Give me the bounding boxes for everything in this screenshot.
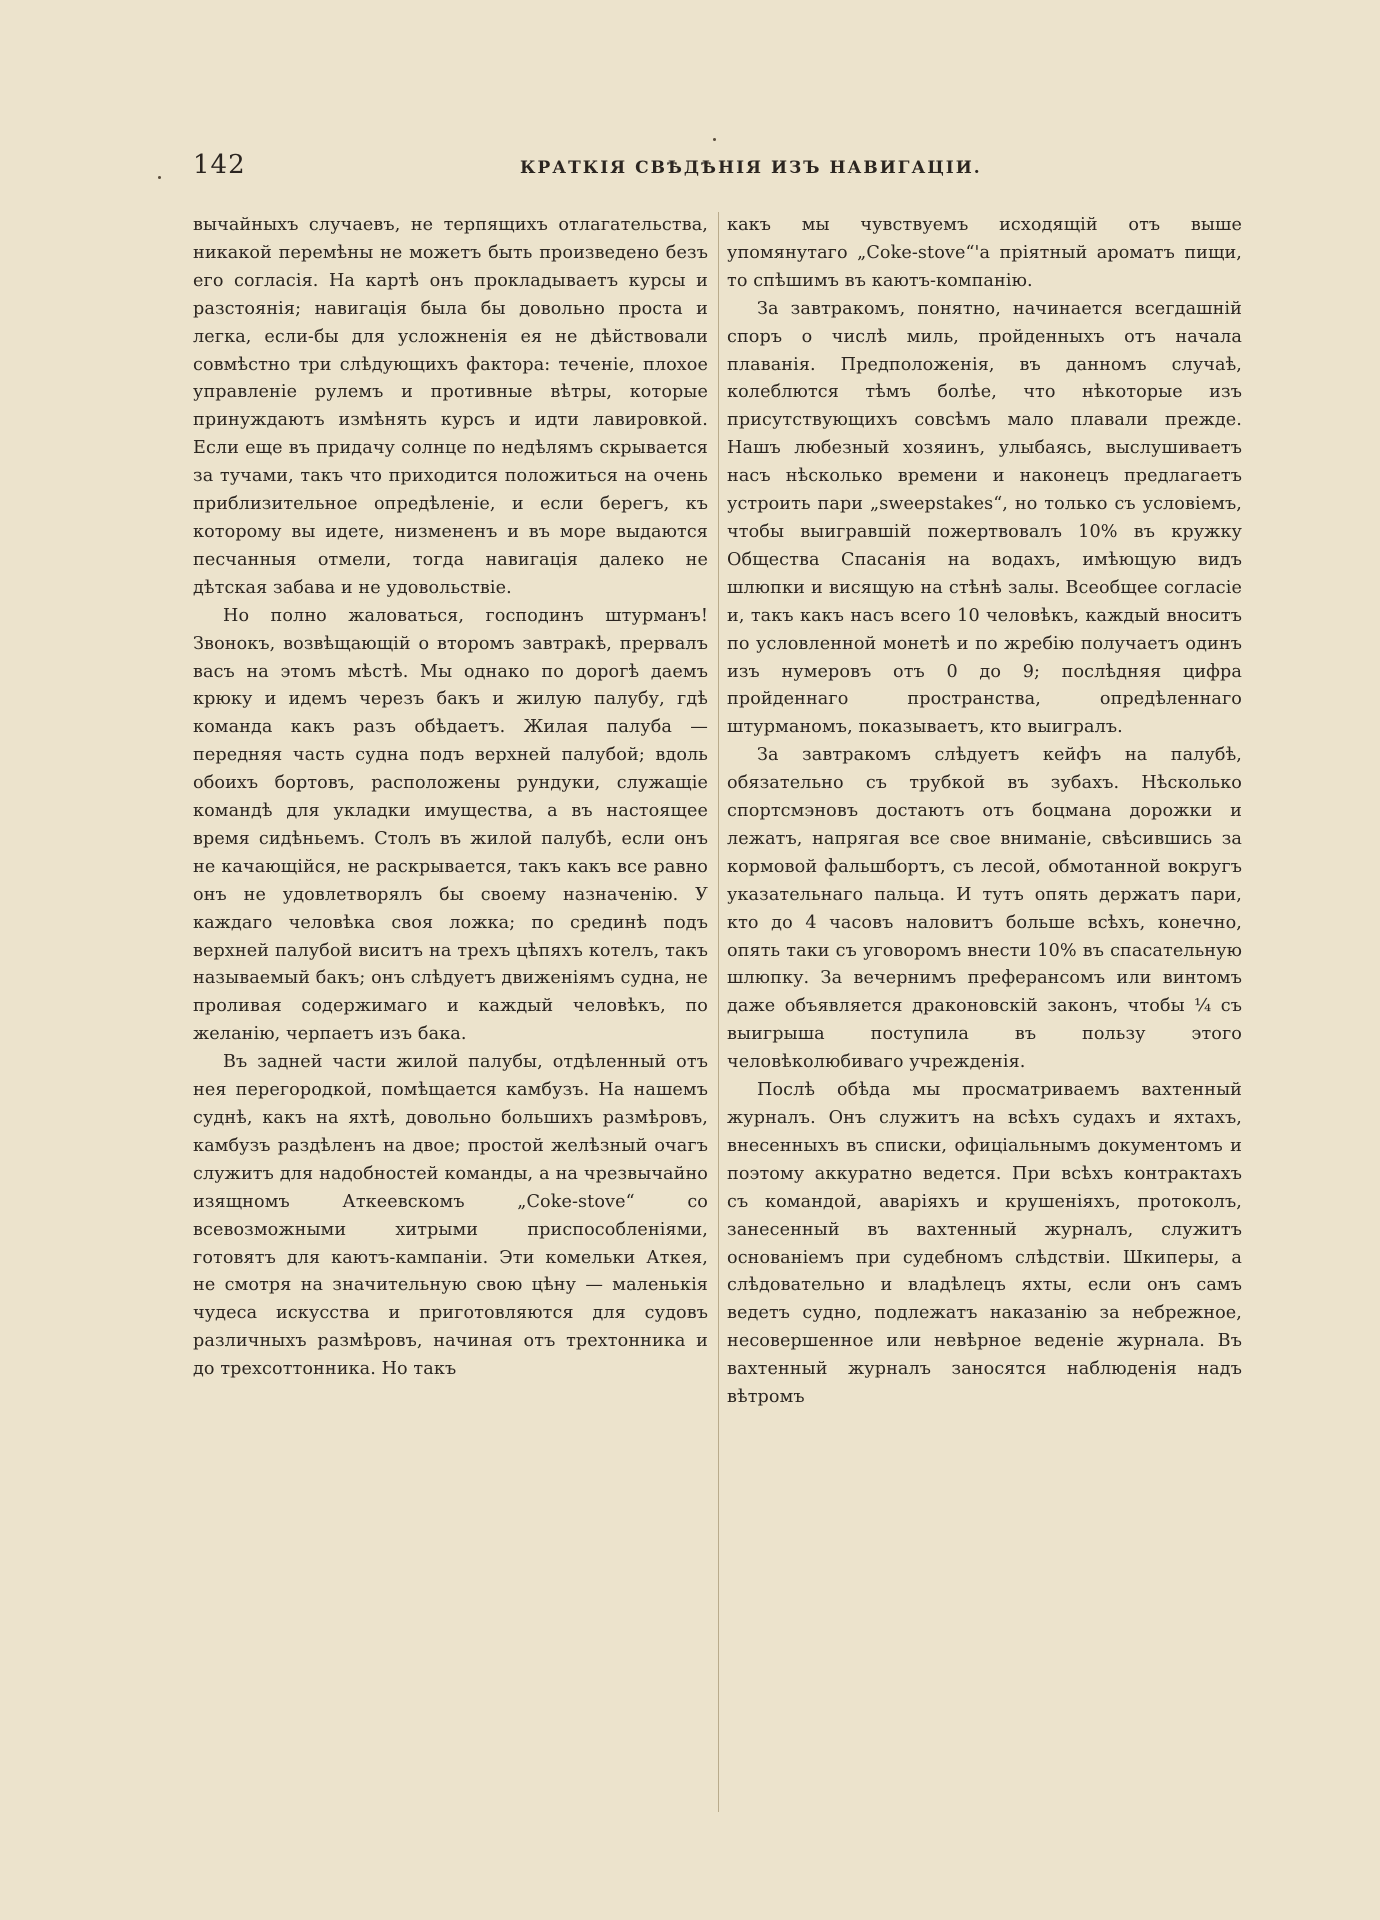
column-divider [718, 212, 719, 1812]
page-header [190, 150, 1250, 190]
running-title: КРАТКІЯ СВѢДѢНІЯ ИЗЪ НАВИГАЦІИ. [520, 158, 982, 178]
paragraph: Но полно жаловаться, господинъ штурманъ! Звонокъ, возвѣщающій о второмъ завтракѣ, прервалъ васъ на этомъ мѣстѣ. Мы однако по дорогѣ даемъ крюку и идемъ черезъ бакъ и жилую палубу, гдѣ команда какъ разъ обѣдаетъ. Жилая палуба — передняя часть судна подъ верхней палубой; вдоль обоихъ бортовъ, расположены рундуки, служащіе командѣ для укладки имущества, а въ настоящее время сидѣньемъ. Столъ въ жилой палубѣ, если онъ не качающійся, не раскрывается, такъ какъ все равно онъ не удовлетворялъ бы своему назначенію. У каждаго человѣка своя ложка; по срединѣ подъ верхней палубой виситъ на трехъ цѣпяхъ котелъ, такъ называемый бакъ; онъ слѣдуетъ движеніямъ судна, не проливая содержимаго и каждый человѣкъ, по желанію, черпаетъ изъ бака. [193, 605, 708, 1045]
paragraph: вычайныхъ случаевъ, не терпящихъ отлагательства, никакой перемѣны не можетъ быть произведено безъ его согласія. На картѣ онъ прокладываетъ курсы и разстоянія; навигація была бы довольно проста и легка, если-бы для усложненія ея не дѣйствовали совмѣстно три слѣдующихъ фактора: теченіе, плохое управленіе рулемъ и противные вѣтры, которые принуждаютъ измѣнять курсъ и идти лавировкой. Если еще въ придачу солнце по недѣлямъ скрывается за тучами, такъ что приходится положиться на очень приблизительное опредѣленіе, и если берегъ, къ которому вы идете, низмененъ и въ море выдаются песчанныя отмели, тогда навигація далеко не дѣтская забава и не удовольствіе. [193, 215, 708, 598]
left-column [193, 212, 708, 1384]
paragraph: За завтракомъ слѣдуетъ кейфъ на палубѣ, обязательно съ трубкой въ зубахъ. Нѣсколько спортсмэновъ достаютъ отъ боцмана дорожки и лежатъ, напрягая все свое вниманіе, свѣсившись за кормовой фальшбортъ, съ лесой, обмотанной вокругъ указательнаго пальца. И тутъ опять держатъ пари, кто до 4 часовъ наловитъ больше всѣхъ, конечно, опять таки съ уговоромъ внести 10% въ спасательную шлюпку. За вечернимъ преферансомъ или винтомъ даже объявляется драконовскій законъ, чтобы ¼ съ выигрыша поступила въ пользу этого человѣколюбиваго учрежденія. [727, 745, 1242, 1073]
paper-speck [713, 138, 716, 141]
right-column [727, 212, 1242, 1412]
paragraph: Послѣ обѣда мы просматриваемъ вахтенный журналъ. Онъ служитъ на всѣхъ судахъ и яхтахъ, внесенныхъ въ списки, офиціальнымъ документомъ и поэтому аккуратно ведется. При всѣхъ контрактахъ съ командой, аваріяхъ и крушеніяхъ, протоколъ, занесенный въ вахтенный журналъ, служитъ основаніемъ при судебномъ слѣдствіи. Шкиперы, а слѣдовательно и владѣлецъ яхты, если онъ самъ ведетъ судно, подлежатъ наказанію за небрежное, несовершенное или невѣрное веденіе журнала. Въ вахтенный журналъ заносятся наблюденія надъ вѣтромъ [727, 1080, 1242, 1408]
paper-speck [158, 176, 161, 179]
paragraph: За завтракомъ, понятно, начинается всегдашній споръ о числѣ миль, пройденныхъ отъ начала плаванія. Предположенія, въ данномъ случаѣ, колеблются тѣмъ болѣе, что нѣкоторые изъ присутствующихъ совсѣмъ мало плавали прежде. Нашъ любезный хозяинъ, улыбаясь, выслушиваетъ насъ нѣсколько времени и наконецъ предлагаетъ устроить пари „sweepstakes“, но только съ условіемъ, чтобы выигравшій пожертвовалъ 10% въ кружку Общества Спасанія на водахъ, имѣющую видъ шлюпки и висящую на стѣнѣ залы. Всеобщее согласіе и, такъ какъ насъ всего 10 человѣкъ, каждый вноситъ по условленной монетѣ и по жребію получаетъ одинъ изъ нумеровъ отъ 0 до 9; послѣдняя цифра пройденнаго пространства, опредѣленнаго штурманомъ, показываетъ, кто выигралъ. [727, 298, 1242, 738]
page-number: 142 [193, 150, 246, 180]
paragraph: какъ мы чувствуемъ исходящій отъ выше упомянутаго „Coke-stove“'а пріятный ароматъ пищи, то спѣшимъ въ каютъ-компанію. [727, 215, 1242, 291]
paragraph: Въ задней части жилой палубы, отдѣленный отъ нея перегородкой, помѣщается камбузъ. На нашемъ суднѣ, какъ на яхтѣ, довольно большихъ размѣровъ, камбузъ раздѣленъ на двое; простой желѣзный очагъ служитъ для надобностей команды, а на чрезвычайно изящномъ Аткеевскомъ „Coke-stove“ со всевозможными хитрыми приспособленіями, готовятъ для каютъ-кампаніи. Эти комельки Аткея, не смотря на значительную свою цѣну — маленькія чудеса искусства и приготовляются для судовъ различныхъ размѣровъ, начиная отъ трехтонника и до трехсоттонника. Но такъ [193, 1052, 708, 1380]
